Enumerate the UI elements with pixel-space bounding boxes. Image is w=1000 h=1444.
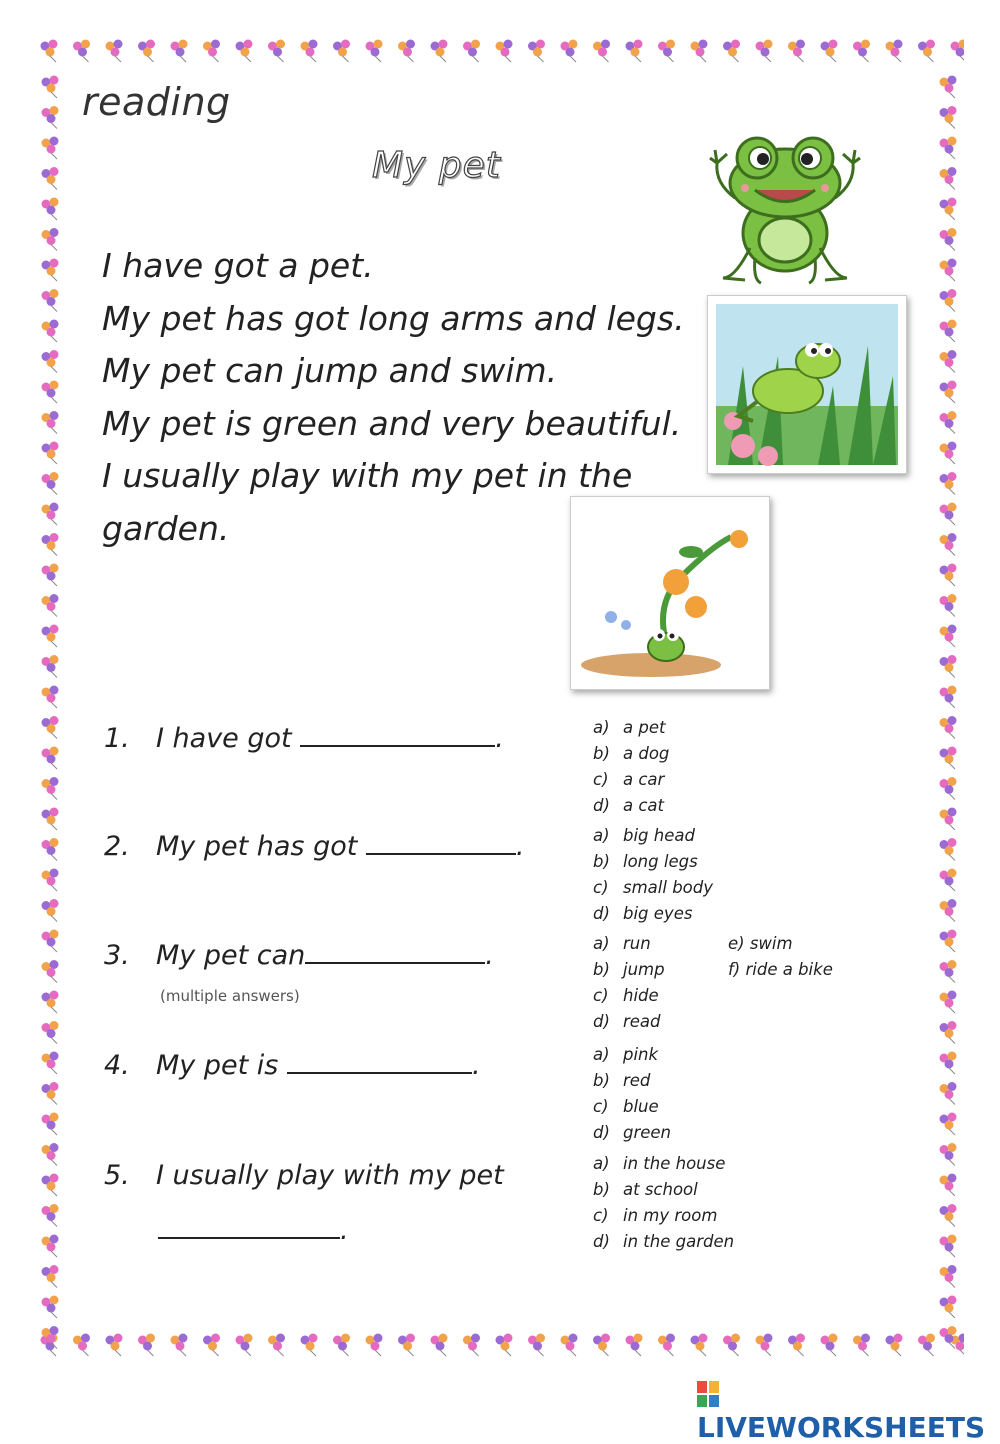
option-item[interactable]: b) red [593, 1071, 651, 1090]
balloon-icon [42, 960, 59, 983]
balloon-icon [42, 167, 59, 190]
balloon-icon [42, 625, 59, 648]
story-line: garden. [102, 508, 230, 548]
balloon-icon [398, 40, 415, 63]
question-5-blank-line [158, 1215, 349, 1246]
balloon-icon [42, 1082, 59, 1105]
balloon-icon [42, 1326, 59, 1349]
balloon-icon [106, 40, 123, 63]
balloon-icon [940, 1326, 957, 1349]
balloon-icon [821, 1334, 838, 1357]
balloon-border-top [36, 36, 964, 66]
balloon-icon [42, 991, 59, 1014]
balloon-icon [940, 960, 957, 983]
balloon-icon [940, 686, 957, 709]
balloon-icon [853, 40, 870, 63]
balloon-icon [236, 1334, 253, 1357]
balloon-icon [918, 1334, 935, 1357]
multiple-answers-note: (multiple answers) [160, 987, 300, 1005]
balloon-icon [940, 1296, 957, 1319]
balloon-icon [940, 899, 957, 922]
answer-blank[interactable] [158, 1236, 340, 1239]
balloon-icon [42, 1143, 59, 1166]
balloon-icon [940, 777, 957, 800]
balloon-icon [940, 747, 957, 770]
balloon-icon [203, 1334, 220, 1357]
balloon-icon [171, 1334, 188, 1357]
balloon-icon [940, 716, 957, 739]
balloon-icon [528, 1334, 545, 1357]
balloon-icon [940, 594, 957, 617]
answer-blank[interactable] [366, 852, 516, 855]
balloon-icon [658, 40, 675, 63]
balloon-icon [333, 40, 350, 63]
frog-jumping-picture [707, 295, 907, 474]
balloon-icon [42, 564, 59, 587]
balloon-icon [658, 1334, 675, 1357]
balloon-icon [171, 40, 188, 63]
balloon-border-bottom [36, 1330, 964, 1360]
balloon-icon [366, 40, 383, 63]
balloon-icon [301, 40, 318, 63]
options-q1 [593, 715, 669, 819]
balloon-icon [366, 1334, 383, 1357]
balloon-icon [42, 716, 59, 739]
balloon-icon [940, 259, 957, 282]
balloon-icon [940, 350, 957, 373]
balloon-icon [301, 1334, 318, 1357]
balloon-icon [463, 1334, 480, 1357]
balloon-icon [940, 137, 957, 160]
balloon-icon [940, 320, 957, 343]
section-heading: reading [82, 80, 231, 124]
story-line: I usually play with my pet in the [102, 456, 633, 495]
question-end: . [495, 723, 504, 754]
balloon-icon [886, 40, 903, 63]
balloon-icon [42, 106, 59, 129]
option-item[interactable]: a) pink [593, 1045, 659, 1064]
frog-icon [705, 128, 865, 288]
story-line: I have got a pet. [102, 246, 374, 285]
question-text: I usually play with my pet [156, 1160, 504, 1191]
question-number: 5. [104, 1160, 130, 1191]
balloon-icon [203, 40, 220, 63]
balloon-icon [940, 808, 957, 831]
balloon-icon [940, 106, 957, 129]
balloon-icon [42, 930, 59, 953]
balloon-icon [42, 869, 59, 892]
balloon-icon [940, 503, 957, 526]
balloon-icon [42, 289, 59, 312]
balloon-icon [940, 838, 957, 861]
balloon-icon [42, 899, 59, 922]
balloon-icon [268, 40, 285, 63]
balloon-icon [940, 930, 957, 953]
balloon-icon [691, 1334, 708, 1357]
balloon-icon [42, 1052, 59, 1075]
balloon-icon [106, 1334, 123, 1357]
question-end: . [485, 940, 494, 971]
balloon-icon [73, 40, 90, 63]
balloon-icon [918, 40, 935, 63]
balloon-icon [723, 40, 740, 63]
balloon-icon [940, 1174, 957, 1197]
balloon-icon [940, 442, 957, 465]
balloon-icon [42, 198, 59, 221]
option-item[interactable]: b) at school [593, 1180, 698, 1199]
balloon-icon [561, 1334, 578, 1357]
balloon-icon [42, 1296, 59, 1319]
answer-blank[interactable] [300, 744, 495, 747]
balloon-border-right [934, 36, 964, 1360]
frog-garden-picture [570, 496, 770, 690]
option-item[interactable]: b) a dog [593, 744, 670, 763]
question-text: My pet is [156, 1050, 279, 1081]
question-5 [104, 1160, 504, 1191]
balloon-icon [42, 1265, 59, 1288]
liveworksheets-logo [697, 1378, 1000, 1444]
balloon-icon [853, 1334, 870, 1357]
balloon-icon [940, 1265, 957, 1288]
balloon-icon [886, 1334, 903, 1357]
option-item[interactable]: b) jump f) ride a bike [593, 957, 665, 983]
option-item[interactable]: c) blue [593, 1097, 659, 1116]
balloon-icon [940, 76, 957, 99]
question-text: I have got [156, 723, 292, 754]
balloon-icon [42, 259, 59, 282]
options-q3 [593, 931, 833, 1035]
balloon-icon [788, 1334, 805, 1357]
balloon-icon [42, 1021, 59, 1044]
balloon-icon [940, 1204, 957, 1227]
balloon-icon [236, 40, 253, 63]
option-item[interactable]: a) big head [593, 826, 695, 845]
balloon-icon [42, 747, 59, 770]
balloon-icon [42, 838, 59, 861]
balloon-icon [42, 594, 59, 617]
balloon-icon [42, 655, 59, 678]
balloon-icon [42, 350, 59, 373]
balloon-icon [940, 198, 957, 221]
option-item[interactable]: c) small body [593, 878, 714, 897]
balloon-icon [940, 1235, 957, 1258]
question-text: My pet can [156, 940, 306, 971]
balloon-icon [940, 1021, 957, 1044]
question-number: 3. [104, 940, 130, 971]
liveworksheets-logo-icon [697, 1381, 719, 1407]
option-item[interactable]: d) a cat [593, 796, 665, 815]
balloon-icon [593, 1334, 610, 1357]
story-line: My pet is green and very beautiful. [102, 403, 682, 443]
balloon-icon [398, 1334, 415, 1357]
story-line: My pet can jump and swim. [102, 351, 558, 390]
brand-name: LIVEWORKSHEETS [697, 1411, 986, 1444]
answer-blank[interactable] [287, 1071, 472, 1074]
balloon-icon [940, 1143, 957, 1166]
balloon-icon [42, 503, 59, 526]
balloon-icon [42, 381, 59, 404]
question-2 [104, 831, 525, 862]
balloon-icon [940, 167, 957, 190]
balloon-icon [42, 320, 59, 343]
balloon-icon [788, 40, 805, 63]
balloon-icon [42, 76, 59, 99]
balloon-icon [940, 472, 957, 495]
balloon-icon [940, 228, 957, 251]
balloon-icon [940, 1082, 957, 1105]
balloon-icon [756, 40, 773, 63]
question-3 [104, 940, 494, 971]
option-item[interactable]: a) a pet [593, 718, 666, 737]
balloon-icon [42, 137, 59, 160]
balloon-icon [42, 442, 59, 465]
option-item[interactable]: e) swim [728, 934, 793, 953]
balloon-icon [42, 808, 59, 831]
balloon-icon [42, 472, 59, 495]
balloon-icon [42, 777, 59, 800]
balloon-icon [940, 869, 957, 892]
balloon-icon [42, 686, 59, 709]
question-end: . [340, 1215, 349, 1246]
question-number: 4. [104, 1050, 130, 1081]
options-q4 [593, 1042, 671, 1146]
balloon-icon [268, 1334, 285, 1357]
option-item[interactable]: c) a car [593, 770, 665, 789]
balloon-icon [42, 1113, 59, 1136]
balloon-icon [42, 533, 59, 556]
balloon-icon [723, 1334, 740, 1357]
question-end: . [515, 831, 525, 862]
option-item[interactable]: c) in my room [593, 1206, 718, 1225]
option-item[interactable]: d) green [593, 1123, 672, 1142]
balloon-icon [940, 1113, 957, 1136]
balloon-icon [138, 40, 155, 63]
option-item[interactable]: f) ride a bike [728, 960, 833, 979]
balloon-icon [138, 1334, 155, 1357]
balloon-icon [463, 40, 480, 63]
balloon-icon [431, 1334, 448, 1357]
balloon-icon [940, 533, 957, 556]
question-text: My pet has got [156, 831, 358, 862]
balloon-icon [940, 411, 957, 434]
option-item[interactable]: a) run e) swim [593, 931, 665, 957]
option-item[interactable]: d) read [593, 1012, 661, 1031]
balloon-icon [940, 1052, 957, 1075]
balloon-icon [940, 991, 957, 1014]
balloon-icon [496, 1334, 513, 1357]
option-item[interactable]: b) long legs [593, 852, 698, 871]
option-item[interactable]: a) in the house [593, 1154, 726, 1173]
balloon-icon [821, 40, 838, 63]
balloon-icon [940, 655, 957, 678]
balloon-icon [42, 228, 59, 251]
option-item[interactable]: c) hide [593, 986, 659, 1005]
balloon-icon [42, 411, 59, 434]
question-1 [104, 723, 504, 754]
balloon-icon [561, 40, 578, 63]
question-number: 1. [104, 723, 130, 754]
balloon-icon [626, 1334, 643, 1357]
answer-blank[interactable] [305, 961, 485, 964]
option-item[interactable]: d) big eyes [593, 904, 693, 923]
balloon-icon [528, 40, 545, 63]
balloon-icon [940, 381, 957, 404]
balloon-icon [756, 1334, 773, 1357]
question-number: 2. [104, 831, 130, 862]
balloon-icon [42, 1174, 59, 1197]
balloon-icon [333, 1334, 350, 1357]
story-line: My pet has got long arms and legs. [102, 298, 685, 338]
balloon-icon [593, 40, 610, 63]
balloon-icon [940, 625, 957, 648]
balloon-icon [42, 1235, 59, 1258]
balloon-icon [691, 40, 708, 63]
balloon-icon [42, 1204, 59, 1227]
balloon-border-left [36, 36, 66, 1360]
options-q2 [593, 823, 713, 927]
page-title: My pet [372, 145, 501, 186]
option-item[interactable]: d) in the garden [593, 1232, 735, 1251]
balloon-icon [496, 40, 513, 63]
question-4 [104, 1050, 481, 1081]
options-q5 [593, 1151, 734, 1255]
balloon-icon [940, 289, 957, 312]
question-end: . [471, 1050, 481, 1081]
balloon-icon [940, 564, 957, 587]
balloon-icon [626, 40, 643, 63]
balloon-icon [431, 40, 448, 63]
balloon-icon [73, 1334, 90, 1357]
